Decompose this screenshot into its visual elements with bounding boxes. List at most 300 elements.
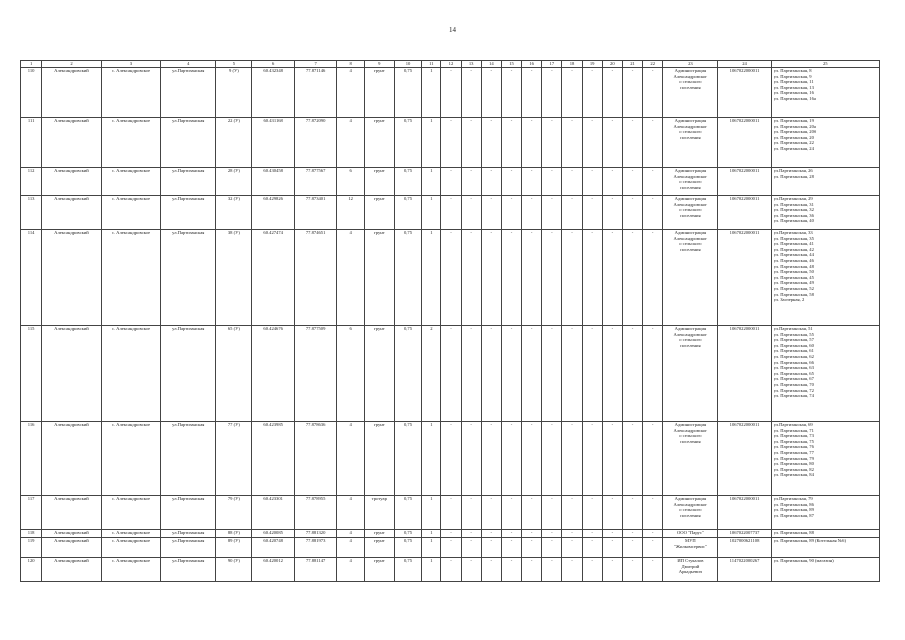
dash-cell: - xyxy=(622,530,642,538)
district-cell: Александровский xyxy=(42,230,101,326)
address-list xyxy=(771,196,879,230)
dash-cell: - xyxy=(522,230,542,326)
address-list-line: ул. Партизанская, 16а xyxy=(773,95,816,101)
column-header: 23 xyxy=(663,61,718,68)
village-cell: с. Александровское xyxy=(101,422,160,496)
ogrn-cell: 1067022000011 xyxy=(718,230,771,326)
owner-cell xyxy=(663,538,718,558)
dash-cell: - xyxy=(481,68,501,118)
longitude-cell: 77.878955 xyxy=(294,496,336,530)
owner-cell-line: ИП Стукалов xyxy=(677,558,704,563)
address-list xyxy=(771,118,879,168)
address-list-line: ул. Партизанская, 20б xyxy=(773,129,817,135)
dash-cell: - xyxy=(562,196,582,230)
dash-cell: - xyxy=(602,496,622,530)
address-list xyxy=(771,168,879,196)
surface-cell: грунт xyxy=(364,422,394,496)
volume-cell: 0,75 xyxy=(394,230,422,326)
owner-cell-line: Администрация xyxy=(674,196,707,201)
owner-cell-line: Администрация xyxy=(674,168,707,173)
dash-cell: - xyxy=(441,68,461,118)
address-list-line: ул. Партизанская, 46 xyxy=(773,257,814,263)
dash-cell: - xyxy=(542,530,562,538)
dash-cell: - xyxy=(643,230,663,326)
dash-cell: - xyxy=(602,230,622,326)
owner-cell-line: поселения xyxy=(680,184,701,190)
column-header: 1 xyxy=(21,61,42,68)
address-list-line: ул. Партизанская, 36 xyxy=(773,212,814,218)
owner-cell-line: о сельского xyxy=(679,507,702,513)
dash-cell: - xyxy=(622,68,642,118)
house-cell: 77 (У) xyxy=(216,422,252,496)
dash-cell: - xyxy=(501,558,521,582)
column-header: 12 xyxy=(441,61,461,68)
ogrn-cell: 1027000621108 xyxy=(718,538,771,558)
count-cell: 4 xyxy=(337,496,365,530)
owner-cell-line: поселения xyxy=(680,512,701,518)
table-row xyxy=(21,68,880,118)
street-cell: ул.Партизанская xyxy=(161,326,216,422)
dash-cell: - xyxy=(461,118,481,168)
ogrn-cell: 1067022000011 xyxy=(718,196,771,230)
owner-cell-line: поселения xyxy=(680,212,701,218)
address-list xyxy=(771,68,879,118)
dash-cell: - xyxy=(542,68,562,118)
street-cell: ул.Партизанская xyxy=(161,168,216,196)
surface-cell: грунт xyxy=(364,118,394,168)
ogrn-cell: 1147022000267 xyxy=(718,558,771,582)
street-cell: ул.Партизанская xyxy=(161,196,216,230)
dash-cell: - xyxy=(481,196,501,230)
dash-cell: - xyxy=(582,168,602,196)
address-list-line: ул. Партизанская, 49 xyxy=(773,280,814,286)
dash-cell: - xyxy=(562,118,582,168)
dash-cell: - xyxy=(441,422,461,496)
dash-cell: - xyxy=(602,168,622,196)
address-list-line: ул. Партизанская, 20а xyxy=(773,123,816,129)
latitude-cell: 60.427474 xyxy=(252,230,294,326)
dash-cell: - xyxy=(582,496,602,530)
row-number: 116 xyxy=(21,422,42,496)
address-list-line: ул. Партизанская, 58 xyxy=(773,291,814,297)
district-cell: Александровский xyxy=(42,422,101,496)
dash-cell: - xyxy=(562,68,582,118)
dash-cell: - xyxy=(542,558,562,582)
dash-cell: - xyxy=(582,530,602,538)
longitude-cell: 77.873401 xyxy=(294,196,336,230)
quantity-cell: 1 xyxy=(422,422,441,496)
house-cell: 88 (У) xyxy=(216,530,252,538)
dash-cell: - xyxy=(643,118,663,168)
address-list-line: ул. Партизанская, 32 xyxy=(773,207,814,213)
address-list-line: ул. Партизанская, 70 xyxy=(773,381,814,387)
row-number: 111 xyxy=(21,118,42,168)
longitude-cell: 77.881973 xyxy=(294,538,336,558)
column-header: 10 xyxy=(394,61,422,68)
dash-cell: - xyxy=(643,558,663,582)
owner-cell-line: о сельского xyxy=(679,79,702,85)
dash-cell: - xyxy=(461,68,481,118)
dash-cell: - xyxy=(542,496,562,530)
owner-cell xyxy=(663,558,718,582)
volume-cell: 0,75 xyxy=(394,326,422,422)
table-row xyxy=(21,530,880,538)
address-list-line: ул. Партизанская, 16 xyxy=(773,90,814,96)
owner-cell-line: Администрация xyxy=(674,68,707,73)
latitude-cell: 60.429826 xyxy=(252,196,294,230)
quantity-cell: 1 xyxy=(422,168,441,196)
address-list-line: ул.Партизанская, 79 xyxy=(773,496,813,501)
dash-cell: - xyxy=(643,422,663,496)
dash-cell: - xyxy=(602,196,622,230)
address-list-line: ул. Партизанская, 66 xyxy=(773,359,814,365)
registry-table xyxy=(20,60,880,582)
table-body xyxy=(21,68,880,582)
dash-cell: - xyxy=(643,496,663,530)
address-list-line: ул. Заозерная, 2 xyxy=(773,297,805,303)
address-list-line: ул. Партизанская, 50 xyxy=(773,269,814,275)
village-cell: с. Александровское xyxy=(101,230,160,326)
district-cell: Александровский xyxy=(42,118,101,168)
latitude-cell: 60.423301 xyxy=(252,496,294,530)
address-list-line: ул. Партизанская, 86 xyxy=(773,501,814,507)
quantity-cell: 1 xyxy=(422,538,441,558)
address-list-line: ул. Партизанская, 11 xyxy=(773,79,814,85)
address-list-line: ул. Партизанская, 19 xyxy=(773,118,814,123)
volume-cell: 0,75 xyxy=(394,558,422,582)
dash-cell: - xyxy=(461,196,481,230)
dash-cell: - xyxy=(622,558,642,582)
dash-cell: - xyxy=(562,326,582,422)
house-cell: 65 (У) xyxy=(216,326,252,422)
table-row xyxy=(21,230,880,326)
street-cell: ул.Партизанская xyxy=(161,530,216,538)
column-header: 24 xyxy=(718,61,771,68)
district-cell: Александровский xyxy=(42,196,101,230)
address-list xyxy=(771,326,879,422)
village-cell: с. Александровское xyxy=(101,168,160,196)
address-list-line: ул. Партизанская, 55 xyxy=(773,331,814,337)
column-header: 4 xyxy=(161,61,216,68)
address-list-line: ул. Партизанская, 52 xyxy=(773,285,814,291)
count-cell: 4 xyxy=(337,538,365,558)
count-cell: 4 xyxy=(337,230,365,326)
address-list-line: ул. Партизанская, 24 xyxy=(773,145,814,151)
count-cell: 4 xyxy=(337,530,365,538)
house-cell: 28 (У) xyxy=(216,168,252,196)
address-list xyxy=(771,530,879,538)
address-list xyxy=(771,230,879,326)
dash-cell: - xyxy=(562,558,582,582)
owner-cell-line: о сельского xyxy=(679,179,702,185)
address-list-line: ул. Партизанская, 28 xyxy=(773,173,814,179)
column-header: 3 xyxy=(101,61,160,68)
dash-cell: - xyxy=(501,326,521,422)
owner-cell xyxy=(663,422,718,496)
dash-cell: - xyxy=(461,422,481,496)
count-cell: 4 xyxy=(337,422,365,496)
header-row xyxy=(21,61,880,68)
volume-cell: 0,75 xyxy=(394,68,422,118)
dash-cell: - xyxy=(542,196,562,230)
dash-cell: - xyxy=(542,230,562,326)
quantity-cell: 1 xyxy=(422,230,441,326)
volume-cell: 0,75 xyxy=(394,496,422,530)
dash-cell: - xyxy=(582,538,602,558)
owner-cell-line: Дмитрий xyxy=(681,563,700,569)
district-cell: Александровский xyxy=(42,538,101,558)
owner-cell xyxy=(663,230,718,326)
column-header: 6 xyxy=(252,61,294,68)
dash-cell: - xyxy=(562,538,582,558)
dash-cell: - xyxy=(582,118,602,168)
owner-cell-line: о сельского xyxy=(679,129,702,135)
dash-cell: - xyxy=(461,168,481,196)
district-cell: Александровский xyxy=(42,68,101,118)
column-header: 13 xyxy=(461,61,481,68)
dash-cell: - xyxy=(622,196,642,230)
dash-cell: - xyxy=(643,538,663,558)
address-list-line: ул. Партизанская, 35 xyxy=(773,235,814,241)
address-list-line: ул. Партизанская, 82 xyxy=(773,466,814,472)
surface-cell: тротуар xyxy=(364,496,394,530)
address-list-line: ул. Партизанская, 63 xyxy=(773,365,814,371)
address-list-line: ул. Партизанская, 60 xyxy=(773,342,814,348)
owner-cell-line: Александровског xyxy=(673,331,708,337)
owner-cell xyxy=(663,168,718,196)
address-list-line: ул. Партизанская, 9 xyxy=(773,73,812,79)
dash-cell: - xyxy=(481,326,501,422)
dash-cell: - xyxy=(643,326,663,422)
volume-cell: 0,75 xyxy=(394,196,422,230)
dash-cell: - xyxy=(441,530,461,538)
dash-cell: - xyxy=(622,326,642,422)
column-header: 25 xyxy=(771,61,879,68)
dash-cell: - xyxy=(542,422,562,496)
dash-cell: - xyxy=(522,496,542,530)
address-list-line: ул. Партизанская, 73 xyxy=(773,433,814,439)
address-list-line: ул. Партизанская, 65 xyxy=(773,370,814,376)
table-row xyxy=(21,558,880,582)
surface-cell: грунт xyxy=(364,530,394,538)
address-list-line: ул. Партизанская, 20 xyxy=(773,134,814,140)
owner-cell xyxy=(663,530,718,538)
row-number: 113 xyxy=(21,196,42,230)
row-number: 110 xyxy=(21,68,42,118)
row-number: 119 xyxy=(21,538,42,558)
dash-cell: - xyxy=(481,422,501,496)
dash-cell: - xyxy=(441,538,461,558)
dash-cell: - xyxy=(461,530,481,538)
column-header: 16 xyxy=(522,61,542,68)
owner-cell-line: поселения xyxy=(680,84,701,90)
dash-cell: - xyxy=(522,196,542,230)
house-cell: 22 (У) xyxy=(216,118,252,168)
owner-cell-line: поселения xyxy=(680,342,701,348)
owner-cell-line: поселения xyxy=(680,438,701,444)
village-cell: с. Александровское xyxy=(101,196,160,230)
ogrn-cell: 1067022007737 xyxy=(718,530,771,538)
column-header: 2 xyxy=(42,61,101,68)
street-cell: ул.Партизанская xyxy=(161,558,216,582)
dash-cell: - xyxy=(622,230,642,326)
address-list-line: ул. Партизанская, 79 xyxy=(773,455,814,461)
ogrn-cell: 1067022000011 xyxy=(718,326,771,422)
dash-cell: - xyxy=(542,118,562,168)
dash-cell: - xyxy=(522,68,542,118)
longitude-cell: 77.877509 xyxy=(294,326,336,422)
owner-cell-line: Александровског xyxy=(673,73,708,79)
owner-cell-line: Александровског xyxy=(673,235,708,241)
column-header: 7 xyxy=(294,61,336,68)
district-cell: Александровский xyxy=(42,496,101,530)
dash-cell: - xyxy=(441,326,461,422)
dash-cell: - xyxy=(622,496,642,530)
surface-cell: грунт xyxy=(364,558,394,582)
dash-cell: - xyxy=(501,230,521,326)
address-list-line: ул. Партизанская, 67 xyxy=(773,376,814,382)
row-number: 117 xyxy=(21,496,42,530)
address-list-line: ул. Партизанская, 8 xyxy=(773,68,812,73)
dash-cell: - xyxy=(643,68,663,118)
dash-cell: - xyxy=(522,558,542,582)
dash-cell: - xyxy=(522,326,542,422)
page-number: 14 xyxy=(449,26,456,34)
house-cell: 38 (У) xyxy=(216,230,252,326)
street-cell: ул.Партизанская xyxy=(161,230,216,326)
owner-cell-line: "Жилкомсервис" xyxy=(673,543,707,549)
latitude-cell: 60.432348 xyxy=(252,68,294,118)
address-list-line: ул. Партизанская, 89 (Котельная №6) xyxy=(773,538,847,543)
owner-cell-line: МУП xyxy=(685,538,696,543)
ogrn-cell: 1067022000011 xyxy=(718,422,771,496)
row-number: 120 xyxy=(21,558,42,582)
owner-cell-line: поселения xyxy=(680,246,701,252)
dash-cell: - xyxy=(501,538,521,558)
dash-cell: - xyxy=(562,530,582,538)
dash-cell: - xyxy=(461,538,481,558)
address-list-line: ул. Партизанская, 44 xyxy=(773,252,814,258)
owner-cell-line: Администрация xyxy=(674,326,707,331)
latitude-cell: 60.423985 xyxy=(252,422,294,496)
dash-cell: - xyxy=(481,168,501,196)
column-header: 18 xyxy=(562,61,582,68)
dash-cell: - xyxy=(481,230,501,326)
volume-cell: 0,75 xyxy=(394,118,422,168)
dash-cell: - xyxy=(643,168,663,196)
dash-cell: - xyxy=(582,422,602,496)
volume-cell: 0,75 xyxy=(394,538,422,558)
address-list-line: ул.Партизанская, 26 xyxy=(773,168,813,173)
address-list-line: ул.Партизанская, 29 xyxy=(773,196,813,201)
owner-cell-line: Администрация xyxy=(674,118,707,123)
owner-cell-line: Александровског xyxy=(673,501,708,507)
district-cell: Александровский xyxy=(42,168,101,196)
surface-cell: грунт xyxy=(364,68,394,118)
quantity-cell: 1 xyxy=(422,196,441,230)
dash-cell: - xyxy=(441,196,461,230)
count-cell: 12 xyxy=(337,196,365,230)
dash-cell: - xyxy=(622,168,642,196)
owner-cell-line: о сельского xyxy=(679,433,702,439)
quantity-cell: 1 xyxy=(422,496,441,530)
table-row xyxy=(21,118,880,168)
house-cell: 79 (У) xyxy=(216,496,252,530)
dash-cell: - xyxy=(582,230,602,326)
dash-cell: - xyxy=(602,538,622,558)
street-cell: ул.Партизанская xyxy=(161,496,216,530)
latitude-cell: 60.420012 xyxy=(252,558,294,582)
quantity-cell: 1 xyxy=(422,530,441,538)
row-number: 115 xyxy=(21,326,42,422)
owner-cell-line: ООО "Парус" xyxy=(676,530,704,535)
village-cell: с. Александровское xyxy=(101,118,160,168)
village-cell: с. Александровское xyxy=(101,326,160,422)
ogrn-cell: 1067022000011 xyxy=(718,118,771,168)
dash-cell: - xyxy=(501,496,521,530)
dash-cell: - xyxy=(602,326,622,422)
volume-cell: 0,75 xyxy=(394,422,422,496)
dash-cell: - xyxy=(622,422,642,496)
owner-cell-line: о сельского xyxy=(679,207,702,213)
surface-cell: грунт xyxy=(364,230,394,326)
dash-cell: - xyxy=(562,230,582,326)
address-list-line: ул. Партизанская, 62 xyxy=(773,353,814,359)
table-row xyxy=(21,168,880,196)
count-cell: 4 xyxy=(337,68,365,118)
longitude-cell: 77.871146 xyxy=(294,68,336,118)
longitude-cell: 77.877567 xyxy=(294,168,336,196)
longitude-cell: 77.881147 xyxy=(294,558,336,582)
quantity-cell: 2 xyxy=(422,326,441,422)
owner-cell-line: Аркадьевич xyxy=(678,569,702,575)
owner-cell-line: Администрация xyxy=(674,496,707,501)
longitude-cell: 77.872090 xyxy=(294,118,336,168)
ogrn-cell: 1067022000011 xyxy=(718,496,771,530)
table-row xyxy=(21,496,880,530)
owner-cell-line: поселения xyxy=(680,134,701,140)
ogrn-cell: 1067022000011 xyxy=(718,168,771,196)
address-list-line: ул. Партизанская, 13 xyxy=(773,84,814,90)
owner-cell xyxy=(663,68,718,118)
address-list xyxy=(771,496,879,530)
row-number: 114 xyxy=(21,230,42,326)
owner-cell-line: Администрация xyxy=(674,230,707,235)
dash-cell: - xyxy=(582,196,602,230)
column-header: 15 xyxy=(501,61,521,68)
owner-cell-line: Администрация xyxy=(674,422,707,427)
dash-cell: - xyxy=(643,196,663,230)
address-list-line: ул. Партизанская, 84 xyxy=(773,472,814,478)
column-header: 22 xyxy=(643,61,663,68)
address-list-line: ул. Партизанская, 42 xyxy=(773,246,814,252)
dash-cell: - xyxy=(602,68,622,118)
address-list-line: ул. Партизанская, 77 xyxy=(773,449,814,455)
dash-cell: - xyxy=(481,538,501,558)
surface-cell: грунт xyxy=(364,196,394,230)
longitude-cell: 77.874651 xyxy=(294,230,336,326)
volume-cell: 0,75 xyxy=(394,530,422,538)
address-list-line: ул. Партизанская, 48 xyxy=(773,263,814,269)
dash-cell: - xyxy=(522,422,542,496)
house-cell: 89 (У) xyxy=(216,538,252,558)
address-list-line: ул.Партизанская, 33 xyxy=(773,230,813,235)
dash-cell: - xyxy=(441,496,461,530)
dash-cell: - xyxy=(441,168,461,196)
latitude-cell: 60.430458 xyxy=(252,168,294,196)
dash-cell: - xyxy=(562,422,582,496)
count-cell: 6 xyxy=(337,326,365,422)
